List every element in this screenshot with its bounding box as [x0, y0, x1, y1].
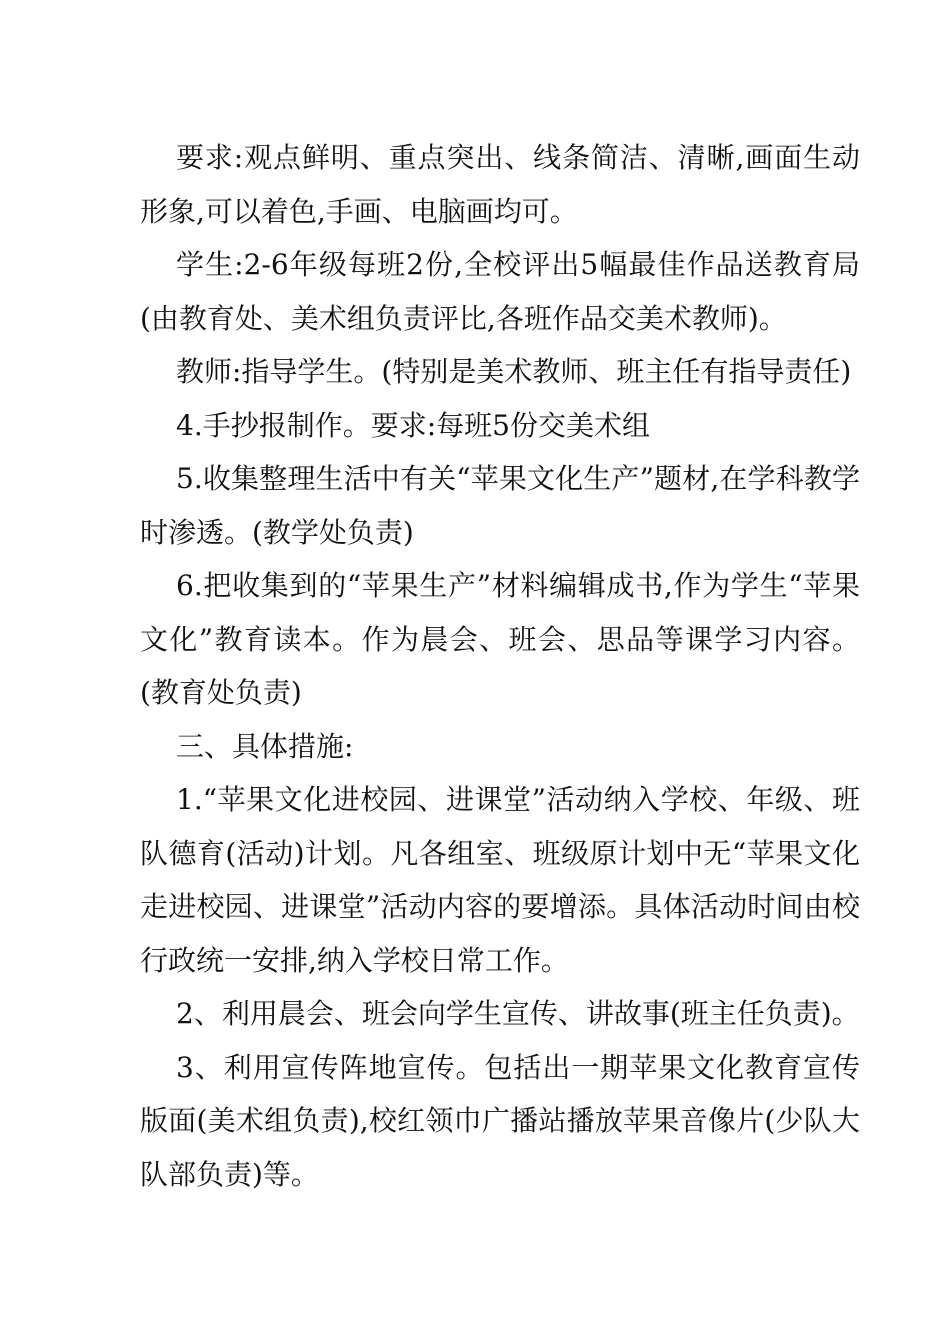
paragraph-measure-2: 2、利用晨会、班会向学生宣传、讲故事(班主任负责)。: [176, 997, 860, 1030]
paragraph-item-6: 6.把收集到的“苹果生产”材料编辑成书,作为学生“苹果文化”教育读本。作为晨会、班会、思品等课学习内容。(教育处负责): [140, 569, 860, 709]
paragraph-students: 学生:2-6年级每班2份,全校评出5幅最佳作品送教育局(由教育处、美术组负责评比,各班作品交美术教师)。: [140, 248, 860, 335]
paragraph-item-5: 5.收集整理生活中有关“苹果文化生产”题材,在学科教学时渗透。(教学处负责): [140, 462, 860, 549]
paragraph-measure-1: 1.“苹果文化进校园、进课堂”活动纳入学校、年级、班队德育(活动)计划。凡各组室、班级原计划中无“苹果文化走进校园、进课堂”活动内容的要增添。具体活动时间由校行政统一安排,纳入学校日常工作。: [140, 783, 860, 977]
paragraph-requirements: 要求:观点鲜明、重点突出、线条简洁、清晰,画面生动形象,可以着色,手画、电脑画均可。: [140, 141, 860, 228]
paragraph-measure-3: 3、利用宣传阵地宣传。包括出一期苹果文化教育宣传版面(美术组负责),校红领巾广播站播放苹果音像片(少队大队部负责)等。: [140, 1050, 860, 1191]
section-heading-measures: 三、具体措施:: [176, 729, 354, 763]
paragraph-teachers: 教师:指导学生。(特别是美术教师、班主任有指导责任): [176, 355, 852, 388]
document-body: [140, 131, 860, 1201]
paragraph-item-4: 4.手抄报制作。要求:每班5份交美术组: [176, 408, 650, 442]
